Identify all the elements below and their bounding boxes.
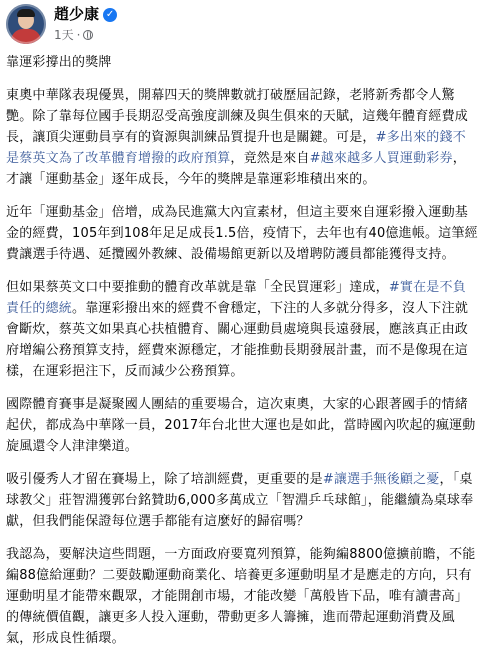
paragraph-text: 吸引優秀人才留在賽場上，除了培訓經費，更重要的是 [6,472,323,487]
paragraph-text: ，才讓「運動基金」逐年成長，今年的獎牌是靠運彩堆積出來的。 [6,151,466,187]
hashtag-link[interactable]: #實在是不負責任的總統 [6,280,466,316]
paragraph-text: 東奧中華隊表現優異，開幕四天的獎牌數就打破歷屆記錄，老將新秀都令人驚艷。除了靠每位國手長期忍受高強度訓練及與生俱來的天賦，這幾年體育經費成長，讓頂尖運動員享有的資源與訓練品質提升也是關鍵。可是， [6,88,469,145]
paragraph-6: 我認為，要解決這些問題，一方面政府要寬列預算，能夠編8800億擴前瞻，不能編88億給運動？二要鼓勵運動商業化、培養更多運動明星才是應走的方向，只有運動明星才能帶來觀眾，才能開創市場，才能改變「萬般皆下品，唯有讀書高」的傳統價值觀，讓更多人投入運動，帶動更多人籌擁，進而帶起運動消費及風氣，形成良性循環。 [6,547,476,646]
avatar[interactable] [6,4,46,44]
paragraph-text: ，「桌球教父」莊智淵獲郭台銘贊助6,000多萬成立「智淵乒乓球館」，能繼續為桌球奉獻，但我們能保證每位選手都能有這麼好的歸宿嗎？ [6,472,474,529]
hashtag-link[interactable]: #越來越多人買運動彩券 [309,151,453,166]
globe-icon[interactable] [83,30,93,40]
author-row [54,5,117,24]
separator-dot: · [76,27,81,42]
post-timestamp-row [54,26,117,43]
post-header [6,0,479,50]
paragraph-5 [6,469,479,532]
paragraph-3 [6,277,479,382]
paragraph-text: 但如果蔡英文口中要推動的體育改革就是靠「全民買運彩」達成， [6,280,389,295]
hashtag-link[interactable]: #多出來的錢不是蔡英文為了改革體育增撥的政府預算 [6,130,466,166]
paragraph-1 [6,85,479,190]
hashtag-link[interactable]: #讓選手無後顧之憂 [322,472,440,487]
post-meta [54,4,117,43]
verified-badge-icon: ✓ [103,8,117,22]
paragraph-text: ，竟然是來自 [230,151,310,166]
post-title: 靠運彩撐出的獎牌 [6,55,112,70]
paragraph-4: 國際體育賽事是凝聚國人團結的重要場合，這次東奧，大家的心跟著國手的情緒起伏，都成為中華隊一員，2017年台北世大運也是如此，當時國內吹起的瘋運動旋風還令人津津樂道。 [6,397,476,454]
paragraph-text: 。靠運彩撥出來的經費不會穩定，下注的人多就分得多，沒人下注就會斷炊，蔡英文如果真心扶植體育、關心運動員處境與長遠發展，應該真正由政府增編公務預算支持，經費來源穩定，才能推動長期發展計畫，而不是像現在這樣，在運彩挹注下，反而減少公務預算。 [6,301,469,379]
paragraph-2: 近年「運動基金」倍增，成為民進黨大內宣素材，但這主要來自運彩撥入運動基金的經費，105年到108年足足成長1.5倍，疫情下，去年也有40億進帳。這筆經費讓選手待遇、延攬國外教練、設備場館更新以及增聘防護員都能獲得支持。 [6,205,478,262]
author-name[interactable]: 趙少康 [54,5,100,23]
post-body [6,52,479,649]
post-timestamp[interactable]: 1天 [54,28,74,42]
